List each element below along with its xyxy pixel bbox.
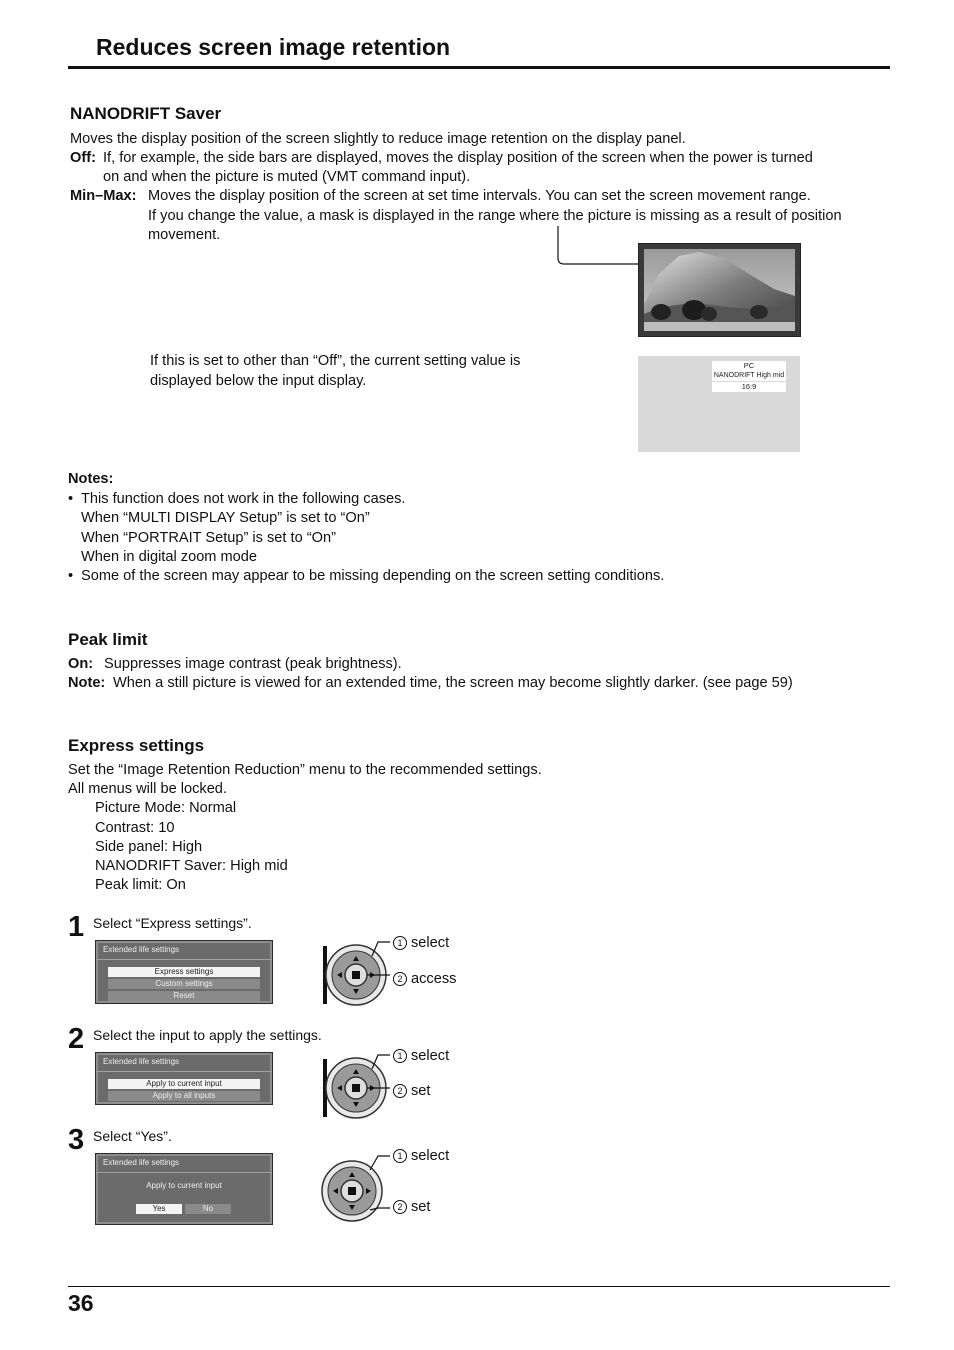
express-heading: Express settings [68, 736, 205, 755]
express-line2: All menus will be locked. [68, 781, 227, 797]
input-display-box [712, 361, 786, 381]
step-2-menu-title: Extended life settings [96, 1053, 272, 1072]
input-display-source: PC [743, 361, 755, 370]
remote-dpad-step-2 [320, 1051, 392, 1121]
circled-1-icon: 1 [393, 1049, 407, 1063]
note-case-1: When “MULTI DISPLAY Setup” is set to “On” [81, 510, 370, 526]
note-bullet-1: • [68, 491, 74, 507]
circled-2-icon: 2 [393, 972, 407, 986]
step-3-remote-label-2: 2 set [393, 1199, 430, 1215]
footer-rule [68, 1286, 890, 1287]
express-setting-2: Side panel: High [95, 839, 203, 855]
remote-dpad-step-1 [320, 938, 392, 1008]
step-3-remote-label-1: 1 select [393, 1148, 449, 1164]
page-title: Reduces screen image retention [96, 34, 451, 60]
menu-item-reset[interactable]: Reset [108, 991, 260, 1001]
note-text-2: Some of the screen may appear to be missing depending on the screen setting conditions. [81, 568, 665, 584]
off-text-line2: on and when the picture is muted (VMT command input). [103, 169, 471, 185]
yes-button[interactable]: Yes [136, 1204, 182, 1214]
step-1-number: 1 [68, 911, 85, 943]
express-setting-1: Contrast: 10 [95, 820, 175, 836]
input-display-aspect: 16:9 [712, 382, 786, 392]
step-1-text: Select “Express settings”. [93, 915, 252, 931]
title-rule [68, 66, 890, 69]
menu-item-custom-settings[interactable]: Custom settings [108, 979, 260, 989]
circled-1-icon: 1 [393, 936, 407, 950]
step-3-menu-title: Extended life settings [96, 1154, 272, 1173]
note-case-2: When “PORTRAIT Setup” is set to “On” [81, 530, 336, 546]
minmax-text-line1: Moves the display position of the screen at set time intervals. You can set the screen movement range. [148, 188, 811, 204]
menu-item-express-settings[interactable]: Express settings [108, 967, 260, 977]
peak-note-text: When a still picture is viewed for an extended time, the screen may become slightly darker. (see page 59) [113, 675, 793, 691]
circled-1-icon: 1 [393, 1149, 407, 1163]
express-setting-0: Picture Mode: Normal [95, 800, 237, 816]
circled-2-icon: 2 [393, 1200, 407, 1214]
page-number: 36 [68, 1290, 94, 1316]
minmax-label: Min–Max: [70, 188, 137, 204]
menu-item-apply-all[interactable]: Apply to all inputs [108, 1091, 260, 1101]
step-2-menu [95, 1052, 273, 1105]
setting-value-line2: displayed below the input display. [150, 373, 367, 389]
peak-heading: Peak limit [68, 630, 148, 649]
express-setting-4: Peak limit: On [95, 877, 186, 893]
step-2-remote-label-2: 2 set [393, 1083, 430, 1099]
step-2-number: 2 [68, 1023, 85, 1055]
off-text-line1: If, for example, the side bars are displayed, moves the display position of the screen when the power is turned [103, 150, 813, 166]
setting-value-line1: If this is set to other than “Off”, the current setting value is [150, 353, 521, 369]
step-3-menu-message: Apply to current input [146, 1181, 222, 1190]
express-line1: Set the “Image Retention Reduction” menu to the recommended settings. [68, 762, 542, 778]
step-3-menu [95, 1153, 273, 1225]
mountain-landscape-icon [639, 244, 800, 336]
express-setting-3: NANODRIFT Saver: High mid [95, 858, 288, 874]
minmax-text-line2: If you change the value, a mask is displayed in the range where the picture is missing as a result of position [148, 208, 842, 224]
menu-item-apply-current[interactable]: Apply to current input [108, 1079, 260, 1089]
step-1-remote-label-2: 2 access [393, 971, 456, 987]
off-label: Off: [70, 150, 96, 166]
step-1-menu [95, 940, 273, 1004]
step-1-remote-label-1: 1 select [393, 935, 449, 951]
remote-dpad-step-3 [320, 1152, 392, 1224]
peak-on-label: On: [68, 656, 94, 672]
step-3-number: 3 [68, 1124, 85, 1156]
notes-label: Notes: [68, 471, 114, 487]
nanodrift-intro: Moves the display position of the screen slightly to reduce image retention on the display panel. [70, 131, 686, 147]
input-display-sample [638, 356, 800, 452]
step-1-menu-title: Extended life settings [96, 941, 272, 960]
peak-note-label: Note: [68, 675, 106, 691]
note-case-3: When in digital zoom mode [81, 549, 258, 565]
step-3-text: Select “Yes”. [93, 1128, 172, 1144]
no-button[interactable]: No [185, 1204, 231, 1214]
mountain-photo [638, 243, 801, 337]
note-text-1: This function does not work in the following cases. [81, 491, 406, 507]
input-display-nanodrift: NANODRIFT High mid [713, 372, 785, 379]
nanodrift-heading: NANODRIFT Saver [70, 104, 222, 123]
step-2-text: Select the input to apply the settings. [93, 1027, 322, 1043]
circled-2-icon: 2 [393, 1084, 407, 1098]
note-bullet-2: • [68, 568, 74, 584]
step-2-remote-label-1: 1 select [393, 1048, 449, 1064]
minmax-text-line3: movement. [148, 227, 221, 243]
peak-on-text: Suppresses image contrast (peak brightness). [104, 656, 402, 672]
